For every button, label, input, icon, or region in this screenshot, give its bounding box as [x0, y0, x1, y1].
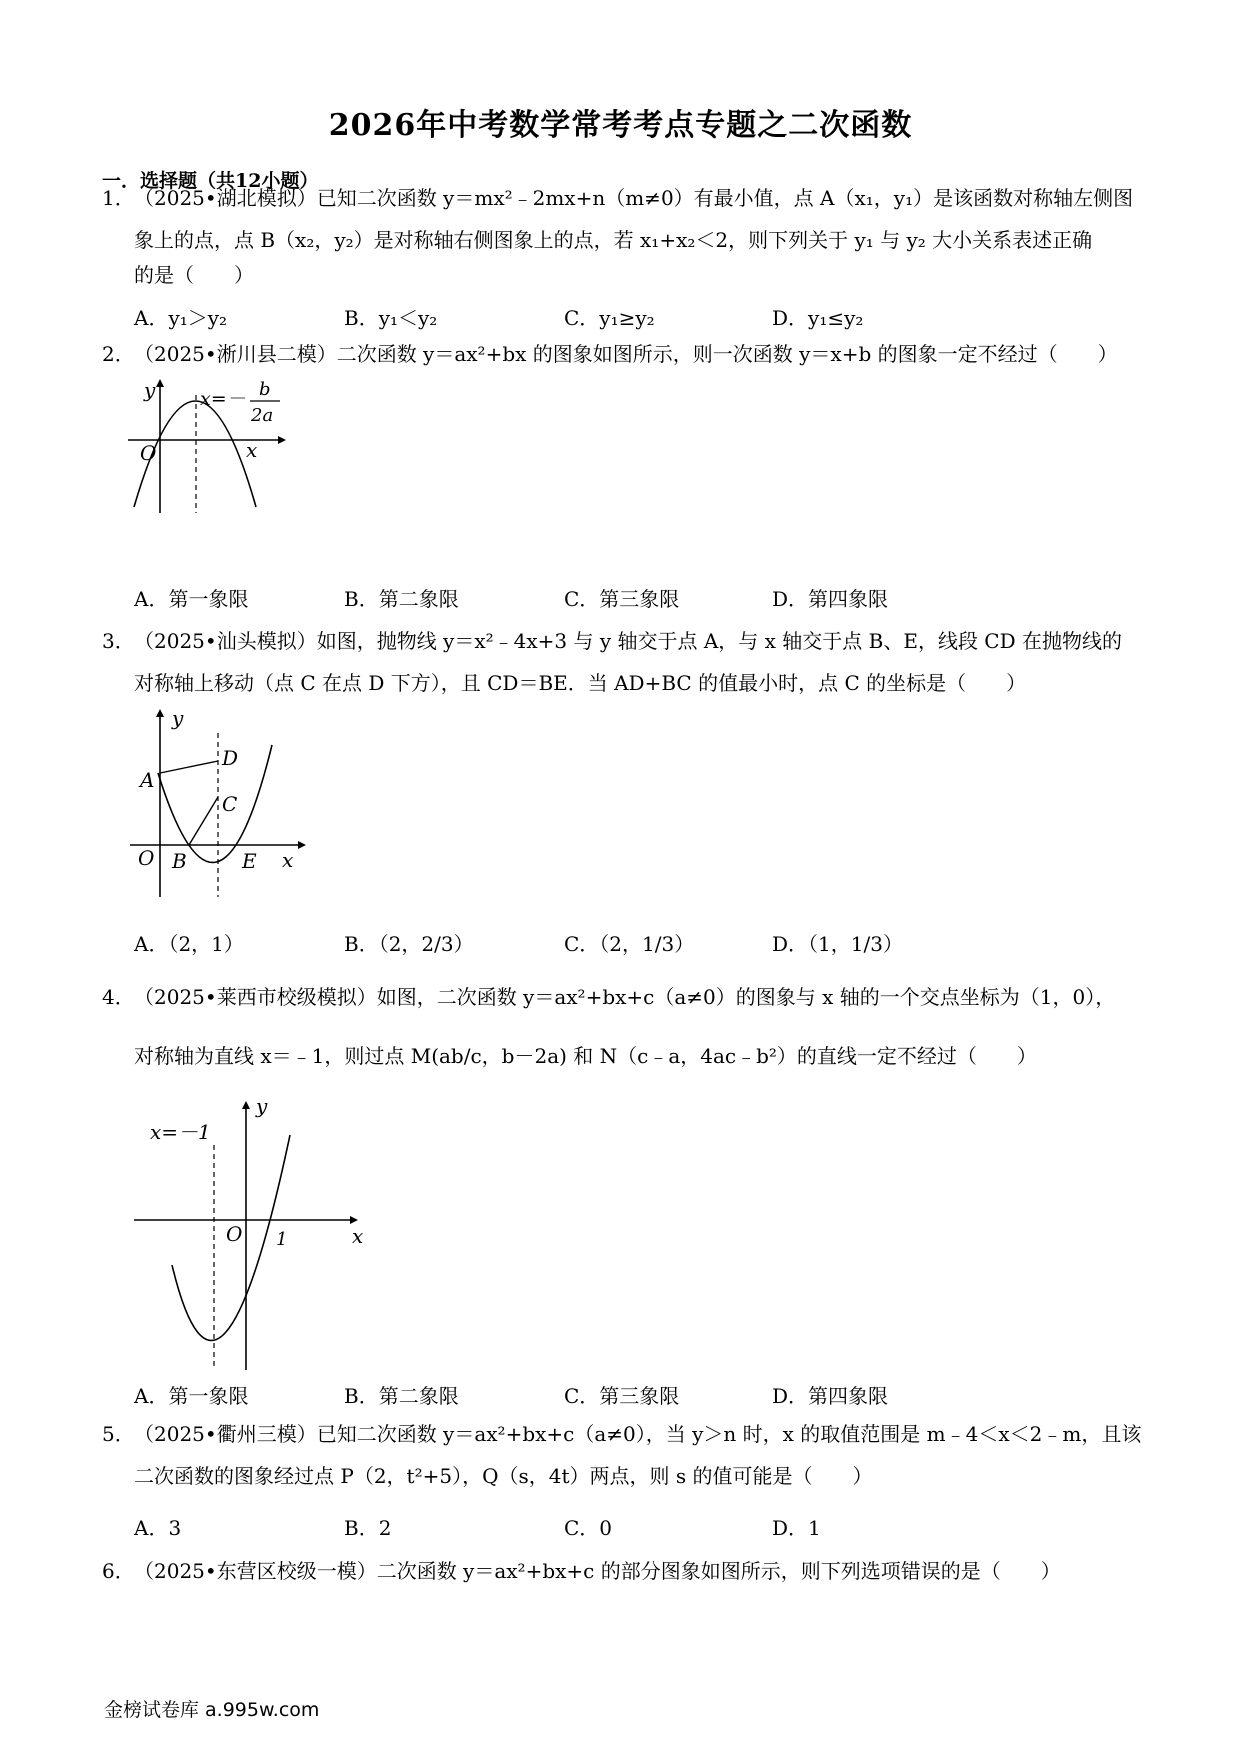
question-number: 1． [102, 186, 135, 210]
y-axis-arrow [156, 709, 164, 717]
question-text-line: （2025•衢州三模）已知二次函数 y＝ax²+bx+c（a≠0），当 y＞n 时，x 的取值范围是 m﹣4＜x＜2﹣m，且该 [134, 1422, 1142, 1446]
q4-choices [134, 1380, 1134, 1412]
point-b-label: B [172, 849, 187, 873]
option-d[interactable]: D．1 [772, 1516, 821, 1540]
option-b[interactable]: B．第二象限 [344, 587, 459, 611]
question-number: 6． [102, 1559, 135, 1583]
option-b[interactable]: B．（2，2/3） [344, 932, 474, 956]
question-number: 4． [102, 985, 135, 1009]
option-a[interactable]: A．3 [134, 1516, 182, 1540]
origin-label: O [226, 1222, 243, 1246]
x-axis-label: x [352, 1224, 364, 1248]
option-b[interactable]: B．第二象限 [344, 1384, 459, 1408]
page-title: 2026年中考数学常考考点专题之二次函数 [328, 108, 913, 143]
q3-choices [134, 928, 1134, 960]
option-d[interactable]: D．第四象限 [772, 1384, 889, 1408]
question-text-line: 二次函数的图象经过点 P（2，t²+5），Q（s，4t）两点，则 s 的值可能是（ ） [134, 1464, 873, 1488]
x-axis-label: x [246, 438, 258, 462]
option-a[interactable]: A．（2，1） [134, 932, 244, 956]
question-3 [102, 620, 1142, 662]
question-number: 5． [102, 1422, 135, 1446]
option-c[interactable]: C．（2，1/3） [564, 932, 695, 956]
question-text-line: 对称轴上移动（点 C 在点 D 下方），且 CD＝BE．当 AD+BC 的值最小时，点 C 的坐标是（ ） [134, 671, 1027, 695]
y-axis-label: y [172, 706, 184, 730]
fraction-denominator: 2a [251, 405, 274, 426]
option-c[interactable]: C．y₁≥y₂ [564, 306, 655, 330]
option-c[interactable]: C．第三象限 [564, 587, 680, 611]
point-c-label: C [222, 792, 238, 816]
option-a[interactable]: A．y₁＞y₂ [134, 306, 228, 330]
option-d[interactable]: D．（1，1/3） [772, 932, 903, 956]
q2-choices [134, 583, 1134, 615]
q5-choices [134, 1512, 1134, 1544]
question-5 [102, 1413, 1142, 1455]
option-d[interactable]: D．y₁≤y₂ [772, 306, 864, 330]
option-a[interactable]: A．第一象限 [134, 1384, 249, 1408]
section-heading: 一．选择题（共12小题） [102, 170, 319, 192]
options-row [134, 302, 1134, 334]
segment-bc [189, 797, 218, 845]
question-text-line: 象上的点，点 B（x₂，y₂）是对称轴右侧图象上的点，若 x₁+x₂＜2，则下列关于 y₁ 与 y₂ 大小关系表述正确 [134, 228, 1093, 252]
y-axis-arrow [156, 379, 164, 387]
question-number: 2． [102, 342, 135, 366]
option-c[interactable]: C．0 [564, 1516, 613, 1540]
symmetry-axis-label: x=－ [200, 388, 246, 410]
origin-label: O [138, 846, 155, 870]
question-text-line: （2025•东营区校级一模）二次函数 y＝ax²+bx+c 的部分图象如图所示，则下列选项错误的是（ ） [134, 1559, 1061, 1583]
question-text-line: 的是（ ） [134, 263, 254, 287]
question-6 [102, 1550, 1142, 1592]
option-c[interactable]: C．第三象限 [564, 1384, 680, 1408]
origin-label: O [140, 441, 157, 465]
option-b[interactable]: B．y₁＜y₂ [344, 306, 438, 330]
segment-ad [160, 761, 218, 773]
point-a-label: A [140, 768, 155, 792]
figure-q2-parabola [128, 375, 298, 515]
point-e-label: E [242, 849, 257, 873]
question-2 [102, 333, 1142, 375]
point-d-label: D [222, 746, 239, 770]
option-a[interactable]: A．第一象限 [134, 587, 249, 611]
intercept-label: 1 [276, 1229, 288, 1250]
footer-watermark: 金榜试卷库 a.995w.com [104, 1699, 320, 1721]
x-axis-arrow [278, 436, 286, 444]
option-b[interactable]: B．2 [344, 1516, 392, 1540]
question-4 [102, 976, 1142, 1018]
question-text-line: （2025•湖北模拟）已知二次函数 y＝mx²﹣2mx+n（m≠0）有最小值，点 A（x₁，y₁）是该函数对称轴左侧图 [134, 186, 1134, 210]
question-number: 3． [102, 629, 135, 653]
question-text-line: （2025•莱西市校级模拟）如图，二次函数 y＝ax²+bx+c（a≠0）的图象与 x 轴的一个交点坐标为（1，0）， [134, 985, 1116, 1009]
symmetry-axis-label: x=－1 [150, 1120, 211, 1144]
figure-q3-parabola [130, 705, 310, 900]
y-axis-arrow [242, 1101, 250, 1109]
fraction-numerator: b [259, 379, 271, 400]
option-d[interactable]: D．第四象限 [772, 587, 889, 611]
x-axis-arrow [298, 841, 306, 849]
question-1 [102, 177, 1142, 219]
x-axis-arrow [350, 1216, 358, 1224]
y-axis-label: y [256, 1095, 268, 1118]
question-text-line: 对称轴为直线 x＝﹣1，则过点 M(ab/c，b－2a) 和 N（c﹣a，4ac﹣b²）的直线一定不经过（ ） [134, 1044, 1037, 1068]
question-text-line: （2025•淅川县二模）二次函数 y＝ax²+bx 的图象如图所示，则一次函数 y＝x+b 的图象一定不经过（ ） [134, 342, 1118, 366]
y-axis-label: y [144, 378, 156, 402]
x-axis-label: x [282, 848, 294, 872]
question-text-line: （2025•汕头模拟）如图，抛物线 y＝x²﹣4x+3 与 y 轴交于点 A，与 x 轴交于点 B、E，线段 CD 在抛物线的 [134, 629, 1123, 653]
figure-q4-parabola [130, 1095, 380, 1375]
